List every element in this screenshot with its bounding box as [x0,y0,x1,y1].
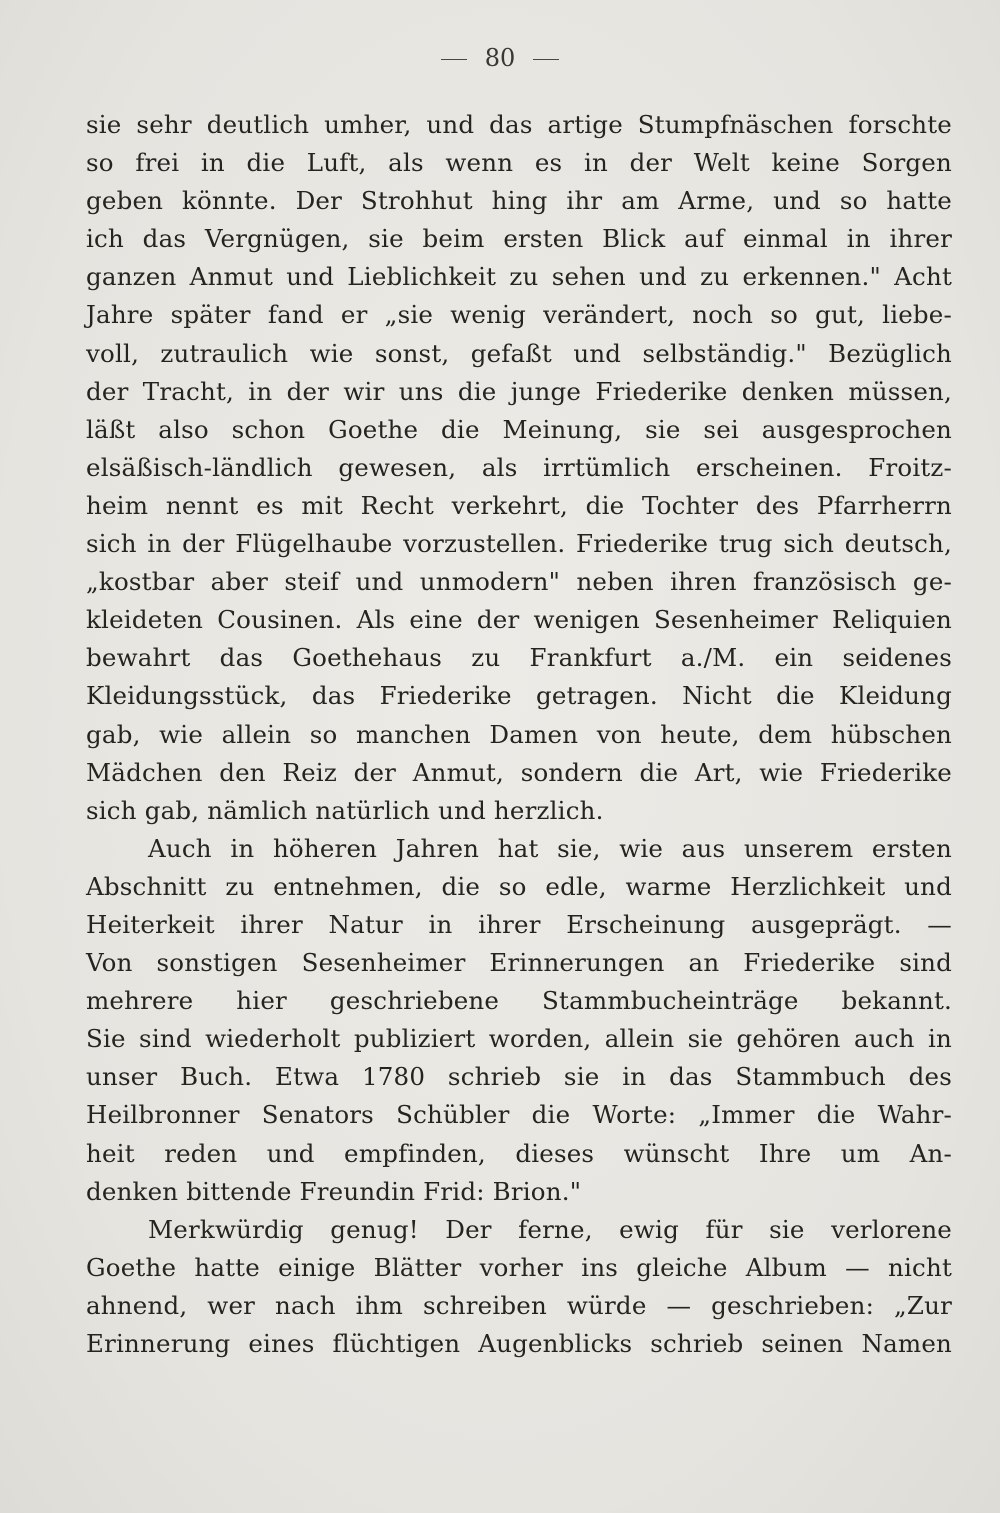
text-line: unser Buch. Etwa 1780 schrieb sie in das Stammbuch des [86,1062,952,1092]
page-number: 80 [484,44,516,72]
text-line: „kostbar aber steif und unmodern" neben ihren französisch ge- [86,567,952,597]
text-line: Auch in höheren Jahren hat sie, wie aus unserem ersten [148,833,952,863]
text-line: Erinnerung eines flüchtigen Augenblicks schrieb seinen Namen [86,1329,952,1358]
text-line: Goethe hatte einige Blätter vorher ins gleiche Album — nicht [86,1252,952,1282]
text-line: voll, zutraulich wie sonst, gefaßt und selbständig." Bezüglich [86,338,952,368]
text-line: heit reden und empfinden, dieses wünscht Ihre um An- [86,1138,952,1168]
text-line: geben könnte. Der Strohhut hing ihr am Arme, und so hatte [86,186,952,216]
text-line: Jahre später fand er „sie wenig verändert, noch so gut, liebe- [86,300,952,330]
text-line: sie sehr deutlich umher, und das artige Stumpfnäschen forschte [86,110,952,139]
text-line: heim nennt es mit Recht verkehrt, die Tochter des Pfarrherrn [86,490,952,520]
text-line: sich in der Flügelhaube vorzustellen. Friederike trug sich deutsch, [86,529,952,559]
text-line: so frei in die Luft, als wenn es in der Welt keine Sorgen [86,148,952,178]
page-header [0,44,1000,72]
text-line: bewahrt das Goethehaus zu Frankfurt a./M. ein seidenes [86,643,952,673]
text-line: mehrere hier geschriebene Stammbucheinträge bekannt. [86,986,952,1016]
text-line: ich das Vergnügen, sie beim ersten Blick auf einmal in ihrer [86,224,952,254]
text-line: sich gab, nämlich natürlich und herzlich. [86,795,604,825]
text-line: der Tracht, in der wir uns die junge Friederike denken müssen, [86,376,952,406]
text-line: kleideten Cousinen. Als eine der wenigen Sesenheimer Reliquien [86,605,952,635]
body-text [86,106,952,1363]
text-line: gab, wie allein so manchen Damen von heute, dem hübschen [86,719,952,749]
text-line: Von sonstigen Sesenheimer Erinnerungen an Friederike sind [86,948,952,978]
header-dash-left [441,59,467,60]
text-line: elsäßisch-ländlich gewesen, als irrtümlich erscheinen. Froitz- [86,452,952,482]
text-line: ahnend, wer nach ihm schreiben würde — geschrieben: „Zur [86,1290,952,1320]
text-line: Abschnitt zu entnehmen, die so edle, warme Herzlichkeit und [86,871,952,901]
text-line: Kleidungsstück, das Friederike getragen. Nicht die Kleidung [86,681,952,711]
text-line: läßt also schon Goethe die Meinung, sie sei ausgesprochen [86,414,952,444]
header-dash-right [533,59,559,60]
text-line: denken bittende Freundin Frid: Brion." [86,1176,582,1206]
text-line: Heiterkeit ihrer Natur in ihrer Erscheinung ausgeprägt. — [86,909,952,939]
text-line: Sie sind wiederholt publiziert worden, allein sie gehören auch in [86,1024,952,1054]
text-line: Merkwürdig genug! Der ferne, ewig für sie verlorene [148,1214,952,1244]
text-line: ganzen Anmut und Lieblichkeit zu sehen und zu erkennen." Acht [86,262,952,292]
text-line: Mädchen den Reiz der Anmut, sondern die Art, wie Friederike [86,757,952,787]
text-line: Heilbronner Senators Schübler die Worte: „Immer die Wahr- [86,1100,952,1130]
